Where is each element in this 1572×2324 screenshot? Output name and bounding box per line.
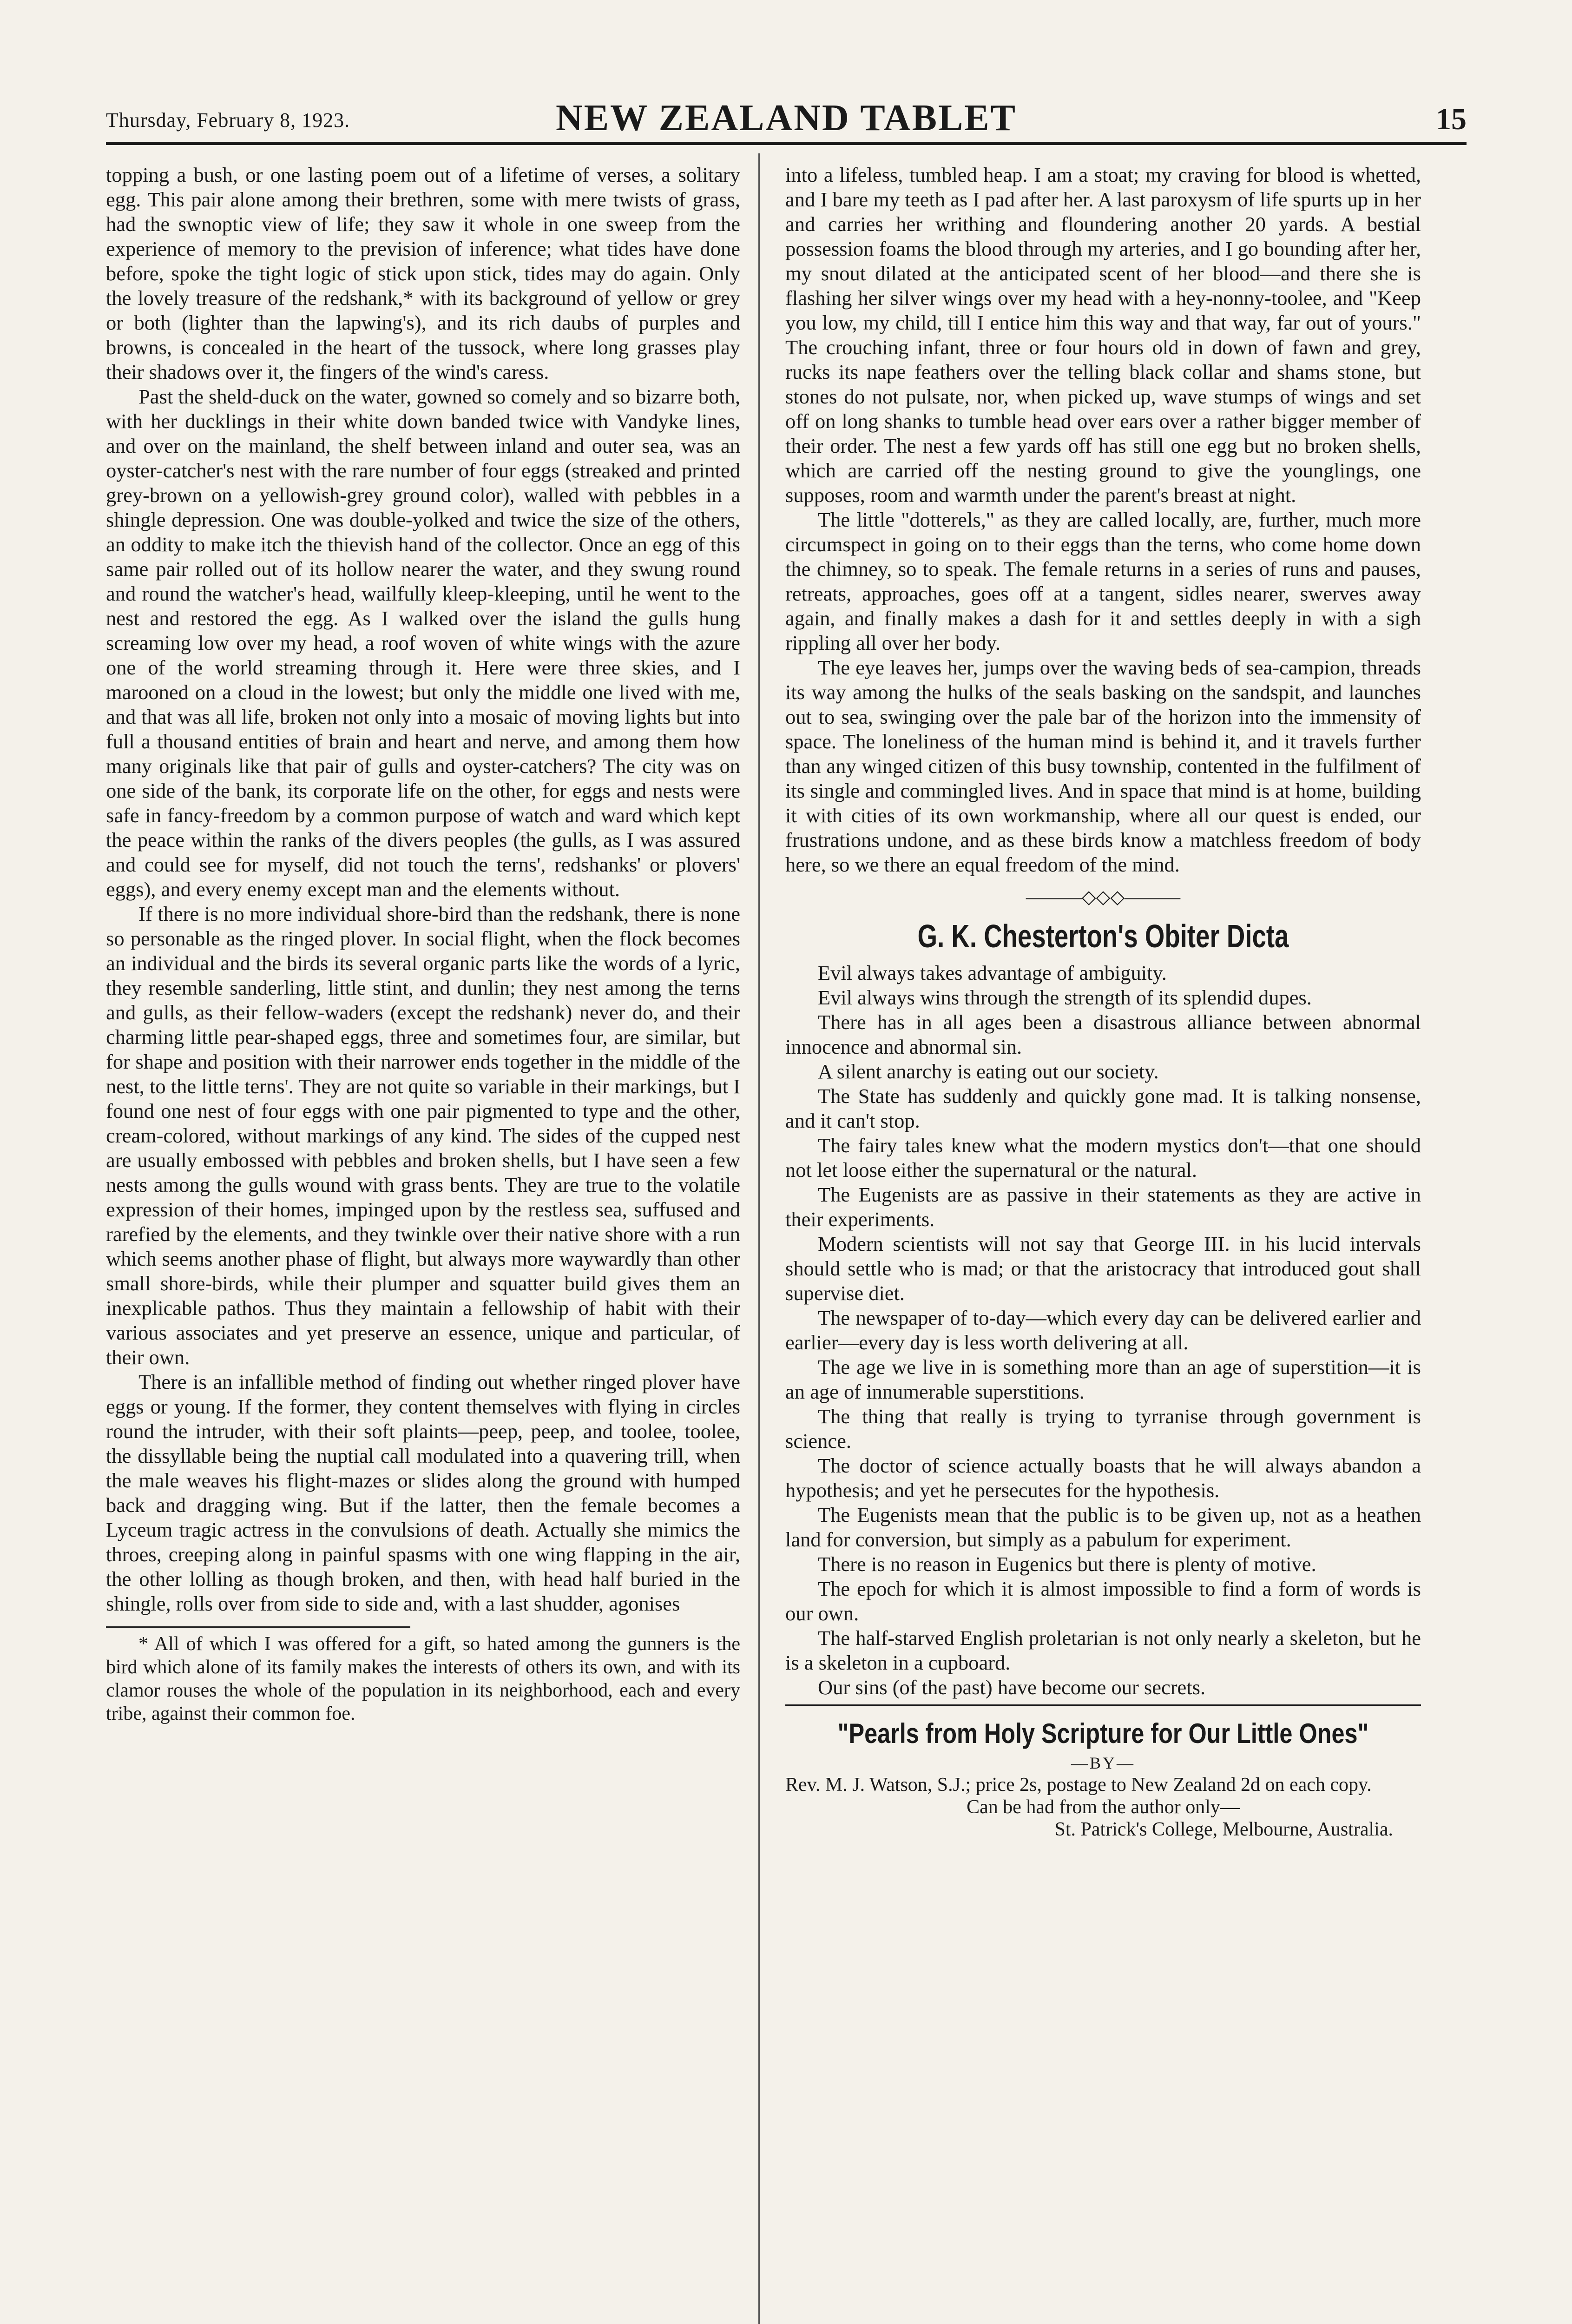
saying: Evil always takes advantage of ambiguity. [818,961,1167,984]
article-right-column [785,163,1421,1841]
saying: The newspaper of to-day—which every day can be delivered earlier and earlier—every day is less worth delivering at all. [785,1306,1421,1354]
page-number: 15 [1436,102,1467,136]
saying: Our sins (of the past) have become our secrets. [818,1676,1206,1699]
saying: The age we live in is something more than an age of superstition—it is an age of innumerable superstitions. [785,1355,1421,1403]
saying: Evil always wins through the strength of its splendid dupes. [818,986,1312,1009]
paragraph: If there is no more individual shore-bird than the redshank, there is none so personable as the ringed plover. In social flight, when the flock becomes an individual and the birds its several organic parts like the words of a lyric, they resemble sanderling, little stint, and dunlin; they nest among the terns and gulls, as their fellow-waders (except the redshank) never do, and their charming little pear-shaped eggs, three and sometimes four, are similar, but for shape and position with their narrower ends together in the middle of the nest, to the little terns'. They are not quite so variable in their markings, but I found one nest of four eggs with one pair pigmented to type and the other, cream-colored, without markings of any kind. The sides of the cupped nest are usually embossed with pebbles and broken shells, but I have seen a few nests among the gulls wound with grass bents. They are true to the volatile expression of their homes, impinged upon by the restless sea, suffused and rarefied by the elements, and they twinkle over their native shore with a run which seems another phase of flight, but always more waywardly than other small shore-birds, while their plumper and squatter build gives them an inexplicable pathos. Thus they maintain a fellowship of habit with their various associates and yet preserve an essence, unique and particular, of their own. [106,902,740,1369]
advertisement-details: Rev. M. J. Watson, S.J.; price 2s, postage to New Zealand 2d on each copy. [785,1774,1372,1796]
advertisement-by: —BY— [1071,1754,1135,1772]
page-header [106,100,1467,137]
saying: The doctor of science actually boasts that he will always abandon a hypothesis; and yet he persecutes for the hypothesis. [785,1454,1421,1502]
saying: There has in all ages been a disastrous alliance between abnormal innocence and abnormal sin. [785,1010,1421,1058]
saying: The State has suddenly and quickly gone mad. It is talking nonsense, and it can't stop. [785,1084,1421,1132]
column-divider [758,153,760,2324]
chesterton-heading: G. K. Chesterton's Obiter Dicta [917,918,1289,954]
paragraph: into a lifeless, tumbled heap. I am a stoat; my craving for blood is whetted, and I bare my teeth as I pad after her. A last paroxysm of life spurts up in her and carries her writhing and floundering another 20 yards. A bestial possession foams the blood through my arteries, and I go bounding after her, my snout dilated at the anticipated scent of her blood—and there she is flashing her silver wings over my head with a hey-nonny-toolee, and "Keep you low, my child, till I entice him this way and that way, far out of yours." The crouching infant, three or four hours old in down of fawn and grey, rucks its nape feathers over the telling black collar and shams stone, but stones do not pulsate, nor, when picked up, wave stumps of wings and set off on long shanks to tumble head over ears over a rather bigger member of their order. The nest a few yards off has still one egg but no broken shells, which are carried off the nesting ground to give the younglings, one supposes, room and warmth under the parent's breast at night. [785,163,1421,507]
saying: The Eugenists mean that the public is to be given up, not as a heathen land for conversion, but simply as a pabulum for experiment. [785,1503,1421,1551]
footnote-rule [106,1626,410,1628]
saying: The half-starved English proletarian is not only nearly a skeleton, but he is a skeleton in a cupboard. [785,1626,1421,1674]
paragraph: The eye leaves her, jumps over the waving beds of sea-campion, threads its way among the hulks of the seals basking on the sandspit, and launches out to sea, swinging over the pale bar of the horizon into the immensity of space. The loneliness of the human mind is behind it, and it travels further than any winged citizen of this busy township, contented in the fulfilment of its single and commingled lives. And in space that mind is at home, building it with cities of its own workmanship, where all our quest is ended, our frustrations undone, and as these birds know a matchless freedom of body here, so we there an equal freedom of the mind. [785,656,1421,876]
paragraph: There is an infallible method of finding out whether ringed plover have eggs or young. If the former, they content themselves with flying in circles round the intruder, with their soft plaints—peep, peep, and toolee, toolee, the dissyllable being the nuptial call modulated into a quavering trill, when the male weaves his flight-mazes or slides along the ground with humped back and dragging wing. But if the latter, then the female becomes a Lyceum tragic actress in the convulsions of death. Actually she mimics the throes, creeping along in painful spasms with one wing flapping in the air, the other lolling as though broken, and then, with head half buried in the shingle, rolls over from side to side and, with a last shudder, agonises [106,1370,740,1615]
advertisement-title: "Pearls from Holy Scripture for Our Little Ones" [837,1718,1369,1749]
saying: The thing that really is trying to tyrranise through government is science. [785,1405,1421,1452]
saying: The Eugenists are as passive in their statements as they are active in their experiments. [785,1183,1421,1231]
paragraph: Past the sheld-duck on the water, gowned so comely and so bizarre both, with her ducklings in their white down banded twice with Vandyke lines, and over on the mainland, the shelf between inland and outer sea, was an oyster-catcher's nest with the rare number of four eggs (streaked and printed grey-brown on a yellowish-grey ground color), walled with pebbles in a shingle depression. One was double-yolked and twice the size of the others, an oddity to make itch the thievish hand of the collector. Once an egg of this same pair rolled out of its hollow nearer the water, and they swung round and round the watcher's head, wailfully kleep-kleeping, until he went to the nest and restored the egg. As I walked over the island the gulls hung screaming low over my head, a roof woven of white wings with the azure one of the world streaming through it. Here were three skies, and I marooned on a cloud in the lowest; but only the middle one lived with me, and that was all life, broken not only into a mosaic of moving lights but into full a thousand entities of brain and heart and nerve, and among them how many originals like that pair of gulls and oyster-catchers? The city was on one side of the bank, its corporate life on the other, for eggs and nests were safe in fancy-freedom by a common purpose of watch and ward which kept the peace within the ranks of the divers peoples (the gulls, as I was assured and could see for myself, did not touch the terns', redshanks' or plovers' eggs), and every enemy except man and the elements without. [106,385,740,901]
issue-date: Thursday, February 8, 1923. [106,109,350,132]
ad-rule [785,1704,1421,1706]
advertisement-availability: Can be had from the author only— [967,1796,1240,1818]
article-left-column [106,163,740,1725]
footnote: * All of which I was offered for a gift, so hated among the gunners is the bird which alone of its family makes the interests of others its own, and with its clamor rouses the whole of the population in its neighborhood, each and every tribe, against their common foe. [106,1633,740,1724]
saying: The fairy tales knew what the modern mystics don't—that one should not let loose either the supernatural or the natural. [785,1134,1421,1182]
paragraph: topping a bush, or one lasting poem out of a lifetime of verses, a solitary egg. This pair alone among their brethren, some with mere twists of grass, had the swnoptic view of life; they saw it whole in one sweep from the experience of memory to the prevision of inference; what tides have done before, spoke the tight logic of stick upon stick, tides may do again. Only the lovely treasure of the redshank,* with its background of yellow or grey or both (lighter than the lapwing's), and its rich daubs of purples and browns, is concealed in the heart of the tussock, where long grasses play their shadows over it, the fingers of the wind's caress. [106,163,740,383]
masthead-title: NEW ZEALAND TABLET [555,98,1017,139]
saying: The epoch for which it is almost impossible to find a form of words is our own. [785,1577,1421,1625]
saying: A silent anarchy is eating out our society. [818,1060,1159,1083]
saying: There is no reason in Eugenics but there is plenty of motive. [818,1552,1316,1576]
saying: Modern scientists will not say that George III. in his lucid intervals should settle who is mad; or that the aristocracy that introduced gout shall supervise diet. [785,1232,1421,1305]
section-ornament: ———◇◇◇——— [1026,886,1181,907]
advertisement-address: St. Patrick's College, Melbourne, Australia. [1054,1819,1393,1840]
header-rule [106,142,1467,145]
paragraph: The little "dotterels," as they are called locally, are, further, much more circumspect in going on to their eggs than the terns, who come home down the chimney, so to speak. The female returns in a series of runs and pauses, retreats, approaches, goes off at a tangent, sidles nearer, swerves away again, and finally makes a dash for it and settles deeply in with a sigh rippling all over her body. [785,508,1421,654]
